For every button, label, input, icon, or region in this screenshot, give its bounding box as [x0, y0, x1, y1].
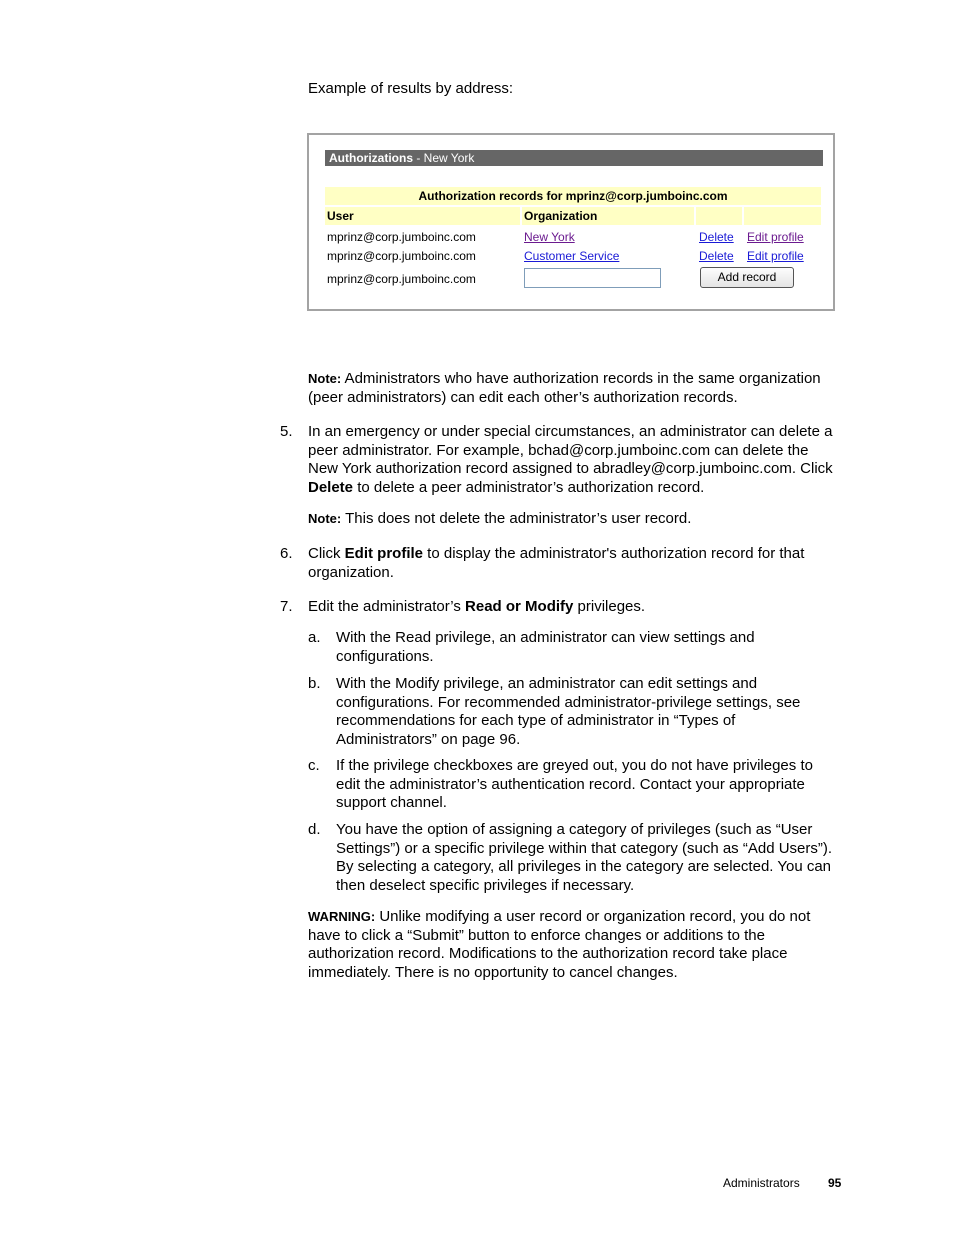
warning-text: Unlike modifying a user record or organization record, you do not have to click a “Submit” button to enforce changes or additions to the authorization record. Modifications to the authorization record take place immediately. There is no opportunity to cancel changes.	[308, 908, 811, 981]
footer-page-number: 95	[828, 1176, 842, 1190]
note-label: Note:	[308, 371, 342, 386]
substep-text: With the Modify privilege, an administrator can edit settings and configurations. For recommended administrator-privilege settings, see recommendations for each type of administrator in “Types of Administrators” on page 96.	[336, 675, 801, 748]
column-header-user: User	[325, 207, 520, 225]
substep-label: a.	[308, 629, 321, 646]
substep-label: d.	[308, 821, 321, 838]
substep-label: b.	[308, 675, 321, 692]
column-header-delete	[696, 207, 742, 225]
note-label: Note:	[308, 511, 342, 526]
substep-label: c.	[308, 757, 320, 774]
authorizations-subtitle: - New York	[413, 151, 475, 165]
substep-text: With the Read privilege, an administrator can view settings and configurations.	[336, 629, 755, 665]
intro-text: Example of results by address:	[308, 80, 514, 97]
step-number: 5.	[280, 423, 293, 440]
organization-input[interactable]	[524, 268, 661, 288]
note-text: This does not delete the administrator’s user record.	[341, 510, 692, 527]
warning-paragraph	[308, 908, 842, 982]
step-6-text-part: to display the administrator's authorization record for that organization.	[308, 545, 805, 581]
step-7-text-part: privileges.	[573, 598, 646, 615]
step-7-text	[308, 598, 842, 617]
step-7-bold-term: Read or Modify	[465, 598, 574, 615]
step-6-text-part: Click	[308, 545, 345, 562]
add-record-button[interactable]: Add record	[700, 267, 794, 288]
org-link-customer-service[interactable]: Customer Service	[524, 249, 620, 263]
step-5-bold-term: Delete	[308, 478, 354, 496]
note-peer-admins	[308, 370, 842, 407]
authorizations-screenshot	[307, 133, 835, 311]
row-user: mprinz@corp.jumboinc.com	[327, 230, 476, 244]
delete-link[interactable]: Delete	[699, 249, 734, 263]
row-user: mprinz@corp.jumboinc.com	[327, 249, 476, 263]
note-user-record	[308, 510, 842, 529]
step-5-text-part: In an emergency or under special circumstances, an administrator can delete a peer administrator. For example, bchad@corp.jumboinc.com can delete the New York authorization record assigned to abradley@corp.jumboinc.com. Click	[308, 423, 833, 477]
authorizations-title: Authorizations	[329, 151, 413, 165]
edit-profile-link[interactable]: Edit profile	[747, 249, 804, 263]
delete-link[interactable]: Delete	[699, 230, 734, 244]
step-5-text	[308, 423, 842, 497]
step-number: 6.	[280, 545, 293, 562]
new-record-user: mprinz@corp.jumboinc.com	[327, 272, 476, 286]
substep-text: You have the option of assigning a category of privileges (such as “User Settings”) or a specific privilege within that category (such as “Add Users”). By selecting a category, all privileges in the category are selected. You can then deselect specific privileges if necessary.	[336, 821, 833, 894]
column-header-edit	[744, 207, 821, 225]
records-caption: Authorization records for mprinz@corp.jumboinc.com	[325, 187, 821, 205]
substep-text: If the privilege checkboxes are greyed out, you do not have privileges to edit the administrator’s authentication record. Contact your appropriate support channel.	[336, 757, 813, 811]
step-6-text	[308, 545, 842, 582]
note-text: Administrators who have authorization records in the same organization (peer administrators) can edit each other’s authorization records.	[308, 370, 821, 406]
warning-label: WARNING:	[308, 909, 376, 924]
step-6-bold-term: Edit profile	[344, 545, 424, 562]
step-number: 7.	[280, 598, 293, 615]
org-link-new-york[interactable]: New York	[524, 230, 575, 244]
step-7-text-part: Edit the administrator’s	[308, 598, 466, 615]
step-5-text-part: to delete a peer administrator’s authorization record.	[353, 478, 705, 496]
edit-profile-link[interactable]: Edit profile	[747, 230, 804, 244]
authorizations-title-bar	[325, 150, 823, 166]
column-header-organization: Organization	[522, 207, 694, 225]
footer-section-title: Administrators	[723, 1176, 800, 1190]
